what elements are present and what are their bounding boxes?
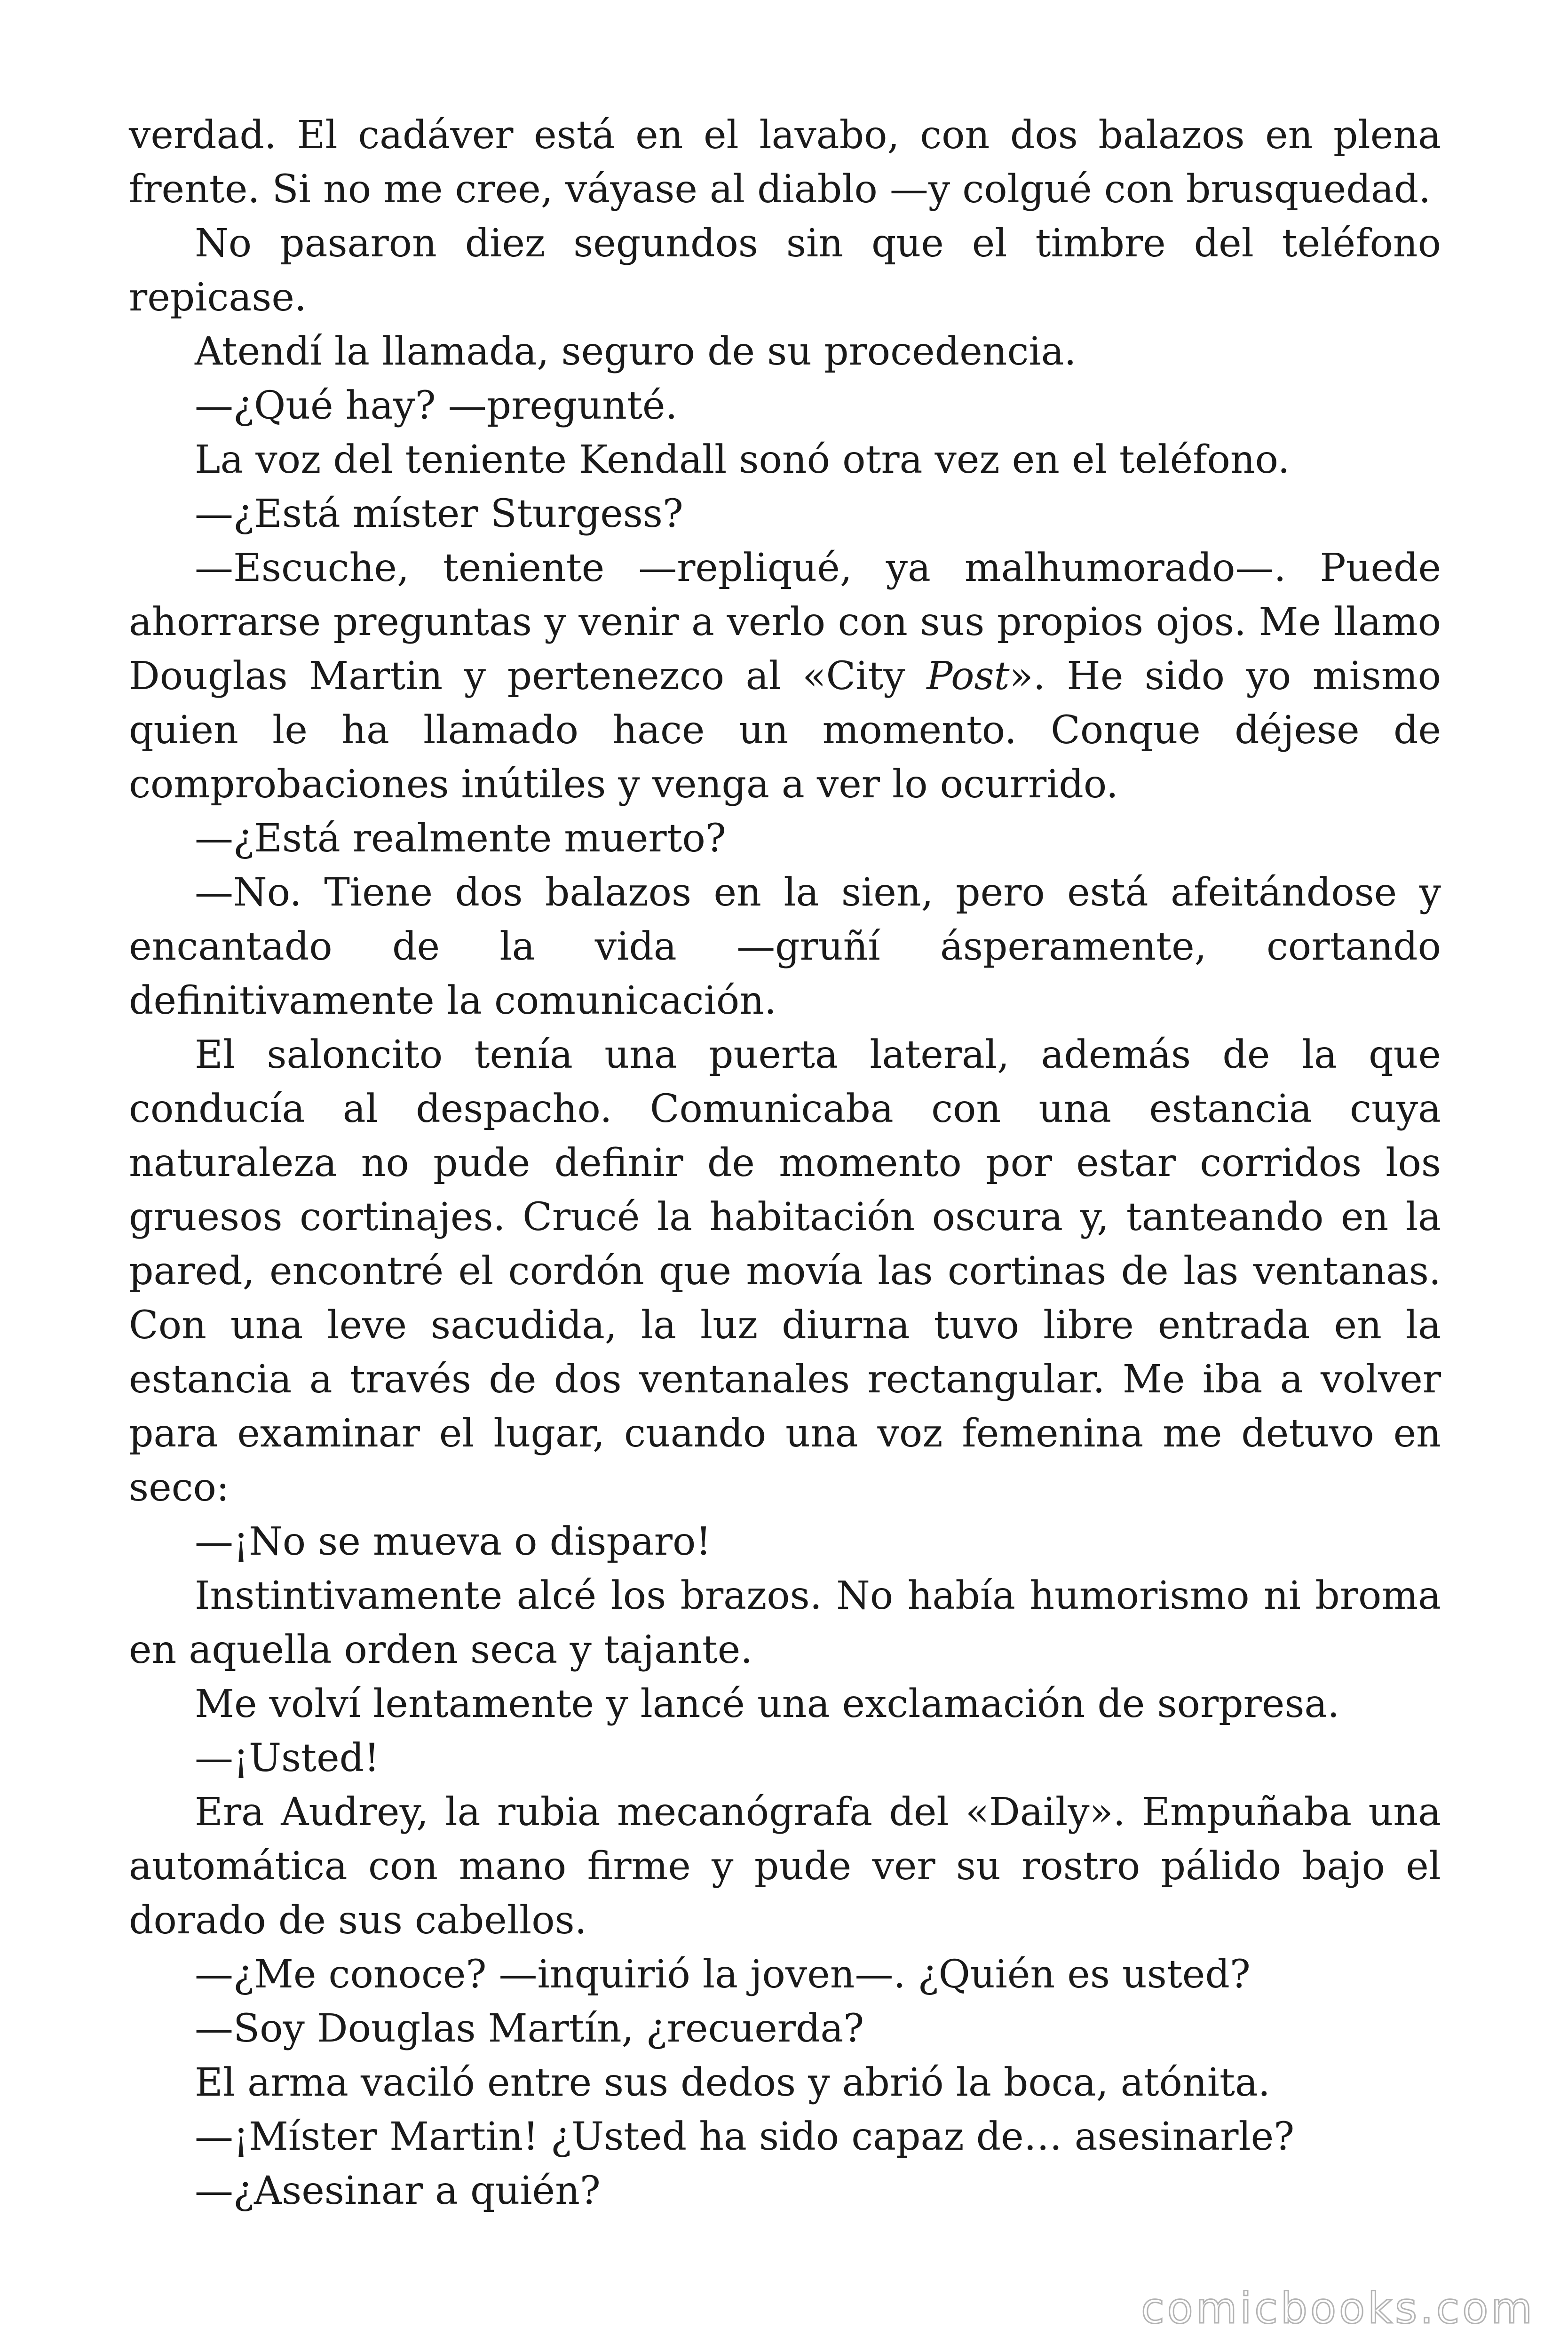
paragraph-text-rest: ». He sido yo mismo quien le ha llamado hace un momento. Conque déjese de comprobaciones inútiles y venga a ver lo ocurrido. xyxy=(129,654,1441,807)
paragraph: El saloncito tenía una puerta lateral, además de la que conducía al despacho. Comunicaba con una estancia cuya naturaleza no pude definir de momento por estar corridos los gruesos cortinajes. Crucé la habitación oscura y, tanteando en la pared, encontré el cordón que movía las cortinas de las ventanas. Con una leve sacudida, la luz diurna tuvo libre entrada en la estancia a través de dos ventanales rectangular. Me iba a volver para examinar el lugar, cuando una voz femenina me detuvo en seco: xyxy=(129,1033,1441,1510)
paragraph: No pasaron diez segundos sin que el timbre del teléfono repicase. xyxy=(129,221,1441,320)
paragraph: —¡Míster Martin! ¿Usted ha sido capaz de… asesinarle? xyxy=(195,2114,1295,2159)
paragraph: —No. Tiene dos balazos en la sien, pero está afeitándose y encantado de la vida —gruñí ásperamente, cortando definitivamente la comunicación. xyxy=(129,870,1441,1023)
paragraph: El arma vaciló entre sus dedos y abrió la boca, atónita. xyxy=(195,2060,1270,2105)
paragraph: Era Audrey, la rubia mecanógrafa del «Daily». Empuñaba una automática con mano firme y pude ver su rostro pálido bajo el dorado de sus cabellos. xyxy=(129,1790,1441,1943)
watermark-logo: comicbooks.com xyxy=(1141,2284,1535,2333)
paragraph: —¿Asesinar a quién? xyxy=(195,2169,601,2213)
paragraph: La voz del teniente Kendall sonó otra vez en el teléfono. xyxy=(195,437,1290,482)
paragraph: Me volví lentamente y lancé una exclamación de sorpresa. xyxy=(195,1682,1340,1726)
paragraph-with-italic xyxy=(129,541,1441,811)
paragraph: —Soy Douglas Martín, ¿recuerda? xyxy=(195,2006,864,2051)
paragraph: —¿Está realmente muerto? xyxy=(195,816,726,861)
book-page-text xyxy=(129,108,1441,2218)
paragraph: verdad. El cadáver está en el lavabo, con dos balazos en plena frente. Si no me cree, váyase al diablo —y colgué con brusquedad. xyxy=(129,113,1441,212)
paragraph: Instintivamente alcé los brazos. No había humorismo ni broma en aquella orden seca y tajante. xyxy=(129,1573,1441,1672)
paragraph-text: —Escuche, teniente —repliqué, ya malhumorado—. Puede ahorrarse preguntas y venir a verlo con sus propios ojos. Me llamo Douglas Martin y pertenezco al «City xyxy=(129,546,1441,699)
paragraph: —¿Qué hay? —pregunté. xyxy=(195,383,678,428)
paragraph: —¿Me conoce? —inquirió la joven—. ¿Quién es usted? xyxy=(195,1952,1251,1997)
paragraph: —¡No se mueva o disparo! xyxy=(195,1519,712,1564)
paragraph: Atendí la llamada, seguro de su procedencia. xyxy=(195,329,1077,374)
italic-word: Post xyxy=(927,654,1010,699)
paragraph: —¡Usted! xyxy=(195,1736,380,1780)
paragraph: —¿Está míster Sturgess? xyxy=(195,492,683,536)
